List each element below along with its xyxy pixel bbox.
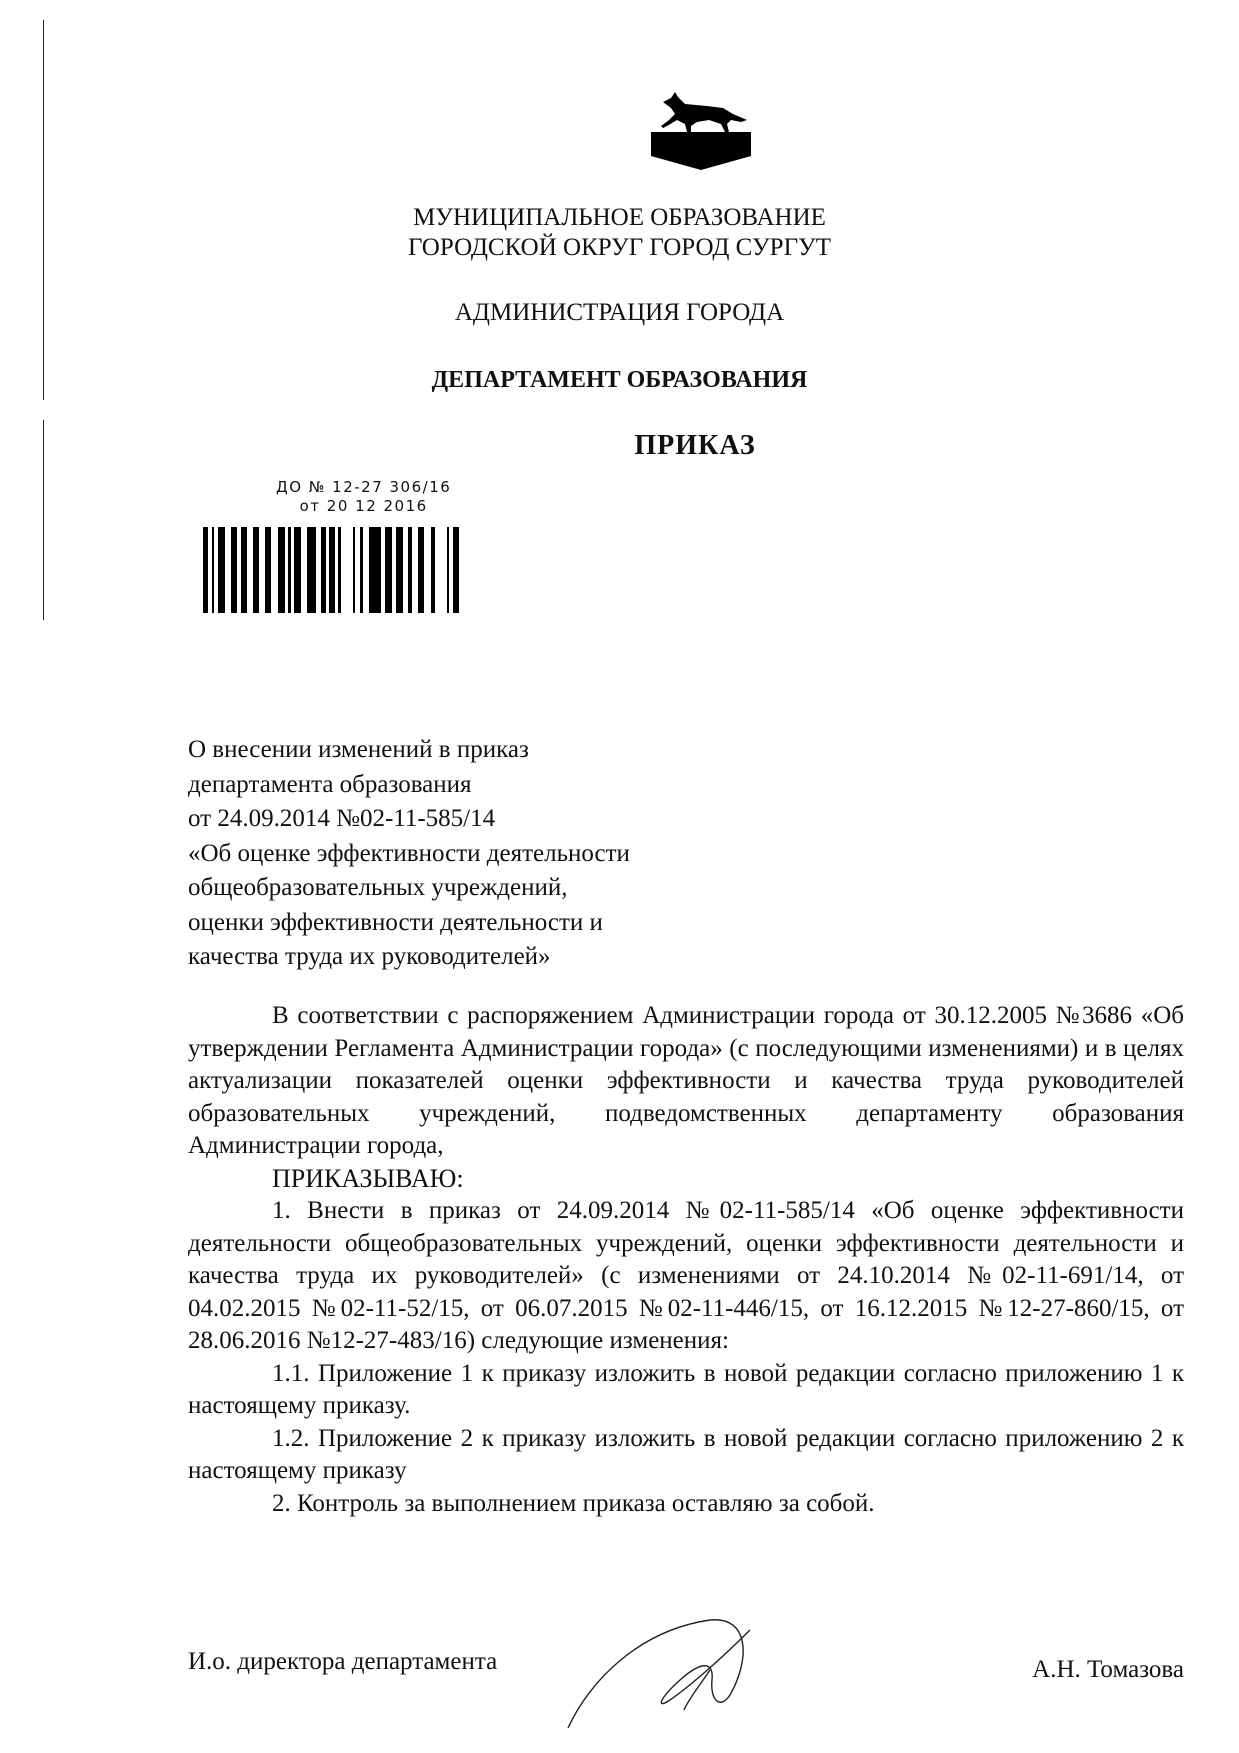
order-item-1-2: 1.2. Приложение 2 к приказу изложить в новой редакции согласно приложению 2 к настоящему приказу: [188, 1424, 1184, 1484]
order-item-2: 2. Контроль за выполнением приказа оставляю за собой.: [272, 1489, 875, 1517]
order-item-1: 1. Внести в приказ от 24.09.2014 №02-11-585/14 «Об оценке эффективности деятельности общеобразовательных учреждений, оценки эффективности деятельности и качества труда их руководителей» (с изменениями от 24.10.2014 №02-11-691/14, от 04.02.2015 №02-11-52/15, от 06.07.2015 №02-11-446/15, от 16.12.2015 №12-27-860/15, от 28.06.2016 №12-27-483/16) следующие изменения:: [188, 1197, 1184, 1354]
order-body: [188, 1000, 1184, 1520]
registration-date: от 20 12 2016: [299, 497, 428, 515]
surgut-fox-emblem-icon: [645, 80, 757, 172]
subject-line: общеобразовательных учреждений,: [188, 874, 568, 901]
administration-heading: АДМИНИСТРАЦИЯ ГОРОДА: [454, 299, 785, 326]
subject-line: от 24.09.2014 №02-11-585/14: [188, 805, 496, 832]
subject-line: департамента образования: [188, 770, 472, 798]
subject-line: качества труда их руководителей»: [188, 943, 551, 970]
order-subject: [188, 733, 630, 975]
registration-number: ДО № 12-27 306/16: [276, 478, 452, 496]
municipality-line-1: МУНИЦИПАЛЬНОЕ ОБРАЗОВАНИЕ: [413, 204, 826, 231]
handwritten-signature-icon: [560, 1600, 770, 1730]
subject-line: оценки эффективности деятельности и: [188, 908, 603, 936]
document-type-title: ПРИКАЗ: [634, 430, 756, 461]
department-heading: ДЕПАРТАМЕНТ ОБРАЗОВАНИЯ: [431, 367, 808, 393]
subject-line: «Об оценке эффективности деятельности: [188, 839, 630, 867]
registration-stamp: [276, 478, 451, 516]
barcode-icon: [203, 527, 487, 613]
municipality-line-2: ГОРОДСКОЙ ОКРУГ ГОРОД СУРГУТ: [407, 234, 832, 261]
preamble-paragraph: В соответствии с распоряжением Администрации города от 30.12.2005 №3686 «Об утверждении Регламента Администрации города» (с последующими изменениями) и в целях актуализации показателей оценки эффективности и качества труда руководителей образовательных учреждений, подведомственных департаменту образования Администрации города,: [188, 1002, 1184, 1159]
order-item-1-1: 1.1. Приложение 1 к приказу изложить в новой редакции согласно приложению 1 к настоящему приказу.: [188, 1359, 1184, 1419]
signatory-position: И.о. директора департамента: [188, 1648, 498, 1675]
order-word-heading: ПРИКАЗЫВАЮ:: [272, 1163, 464, 1193]
signatory-name: А.Н. Томазова: [1032, 1656, 1184, 1683]
subject-line: О внесении изменений в приказ: [188, 736, 529, 763]
